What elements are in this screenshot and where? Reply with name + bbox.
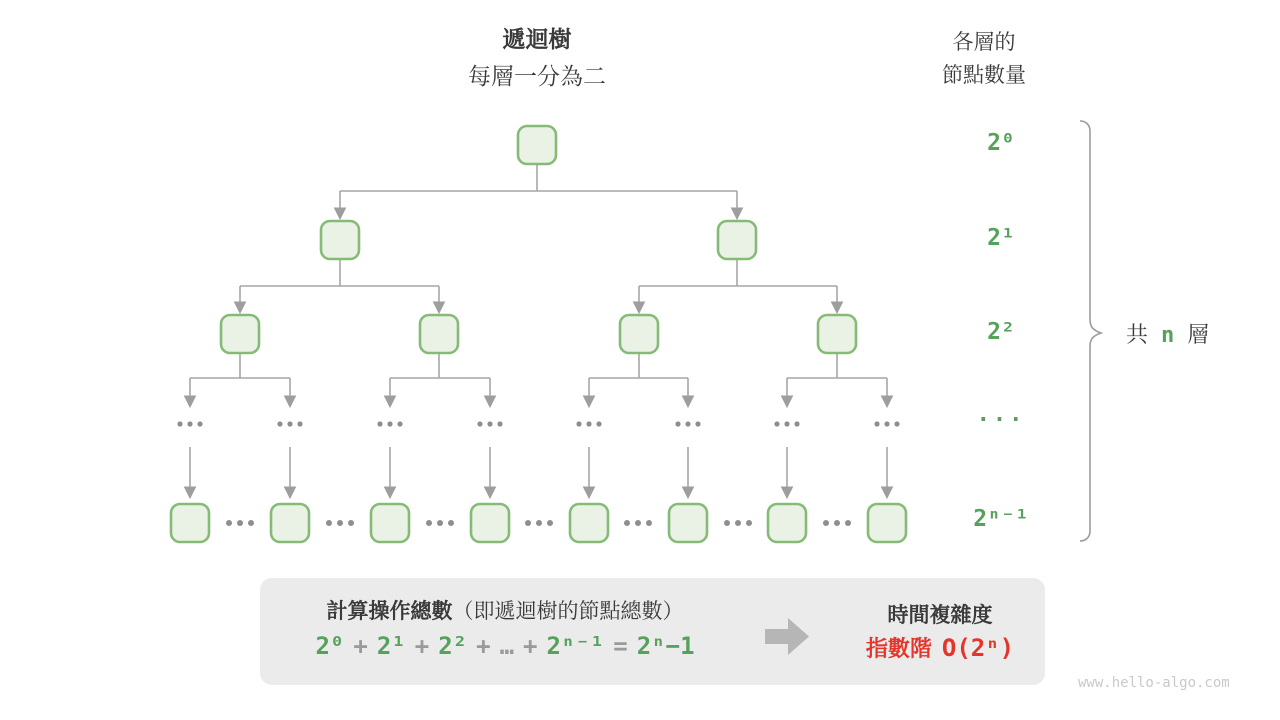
right-column-title-line2: 節點數量 <box>942 64 1026 87</box>
ellipsis-dot <box>884 421 889 426</box>
formula <box>280 632 730 660</box>
operations-total-heading-bold: 計算操作總數 <box>326 600 453 623</box>
ellipsis-dot <box>724 520 730 526</box>
ellipsis-dot <box>547 520 553 526</box>
total-levels-prefix: 共 <box>1126 322 1149 347</box>
ellipsis-dot <box>823 520 829 526</box>
formula-token: 2¹ <box>376 632 406 660</box>
ellipsis-dot <box>287 421 292 426</box>
ellipsis-dot <box>784 421 789 426</box>
ellipsis-dot <box>576 421 581 426</box>
total-levels-label <box>1126 318 1209 349</box>
formula-token: 2⁰ <box>315 632 345 660</box>
ellipsis-dot <box>297 421 302 426</box>
connector-lines <box>190 164 887 494</box>
diagram-subtitle: 每層一分為二 <box>468 63 606 89</box>
tree-node-root <box>518 126 556 164</box>
tree-node <box>321 221 359 259</box>
ellipsis-dot <box>685 421 690 426</box>
total-levels-n: n <box>1161 323 1175 348</box>
tree-branch-lines <box>190 164 887 378</box>
time-complexity-bigo: O(2ⁿ) <box>941 634 1015 662</box>
tree-node <box>669 504 707 542</box>
implies-arrow-icon <box>765 618 809 655</box>
ellipsis-dot <box>834 520 840 526</box>
operations-total-heading <box>280 595 730 625</box>
tree-node <box>271 504 309 542</box>
curly-brace <box>1080 121 1101 541</box>
level-count-label-ellipsis: ··· <box>976 408 1026 433</box>
formula-token: = <box>613 632 628 660</box>
ellipsis-dot <box>525 520 531 526</box>
formula-token: + <box>476 632 491 660</box>
ellipsis-dot <box>624 520 630 526</box>
tree-node <box>371 504 409 542</box>
right-column-title-line1: 各層的 <box>952 31 1016 54</box>
ellipsis-dot <box>675 421 680 426</box>
tree-nodes <box>171 126 906 542</box>
formula-token: 2² <box>438 632 468 660</box>
total-levels-suffix: 層 <box>1187 322 1210 347</box>
ellipsis-dot <box>237 520 243 526</box>
ellipsis-dot <box>635 520 641 526</box>
ellipsis-dot <box>774 421 779 426</box>
formula-token: 2ⁿ⁻¹ <box>546 632 605 660</box>
ellipsis-dot <box>487 421 492 426</box>
ellipsis-dot <box>197 421 202 426</box>
formula-token: + <box>414 632 430 660</box>
ellipsis-dot <box>377 421 382 426</box>
ellipsis-dot <box>586 421 591 426</box>
tree-node <box>620 315 658 353</box>
tree-node <box>471 504 509 542</box>
tree-node <box>171 504 209 542</box>
ellipsis-dot <box>596 421 601 426</box>
ellipsis-dot <box>874 421 879 426</box>
ellipsis-dot <box>177 421 182 426</box>
tree-node <box>868 504 906 542</box>
tree-node <box>570 504 608 542</box>
tree-node <box>420 315 458 353</box>
diagram-title: 遞迴樹 <box>502 26 572 52</box>
level-count-label-1: 2¹ <box>987 225 1015 251</box>
ellipsis-dot <box>646 520 652 526</box>
level-count-label-2: 2² <box>987 319 1015 345</box>
watermark: www.hello-algo.com <box>1078 675 1230 691</box>
time-complexity-order: 指數階 <box>865 636 932 661</box>
ellipsis-dot <box>746 520 752 526</box>
ellipsis-dot <box>248 520 254 526</box>
tree-node <box>768 504 806 542</box>
ellipsis-dot <box>437 520 443 526</box>
summary-box <box>260 578 1045 685</box>
ellipsis-dot <box>845 520 851 526</box>
ellipsis-dot <box>426 520 432 526</box>
ellipsis-dot <box>695 421 700 426</box>
tree-node <box>718 221 756 259</box>
tree-node <box>221 315 259 353</box>
ellipsis-dot <box>277 421 282 426</box>
formula-token: + <box>353 632 368 660</box>
ellipsis-dot <box>794 421 799 426</box>
ellipsis-dot <box>477 421 482 426</box>
ellipsis-dot <box>348 520 354 526</box>
ellipsis-dot <box>226 520 232 526</box>
ellipsis-dot <box>497 421 502 426</box>
ellipsis-dot <box>448 520 454 526</box>
formula-token: 2ⁿ−1 <box>636 632 695 660</box>
ellipsis-dot <box>735 520 741 526</box>
ellipsis-dot <box>337 520 343 526</box>
time-complexity-title: 時間複雜度 <box>887 604 993 627</box>
ellipsis-dot <box>894 421 899 426</box>
ellipsis-dot <box>397 421 402 426</box>
level-count-label-last: 2ⁿ⁻¹ <box>973 506 1029 532</box>
level-count-label-0: 2⁰ <box>987 130 1015 156</box>
ellipsis-dot <box>326 520 332 526</box>
ellipsis-dot <box>387 421 392 426</box>
tree-node <box>818 315 856 353</box>
formula-token: + <box>523 632 538 660</box>
ellipsis-dot <box>536 520 542 526</box>
time-complexity-value <box>815 632 1065 663</box>
formula-token: … <box>499 632 515 660</box>
operations-total-heading-rest: （即遞迴樹的節點總數） <box>452 600 684 623</box>
ellipsis-dot <box>187 421 192 426</box>
